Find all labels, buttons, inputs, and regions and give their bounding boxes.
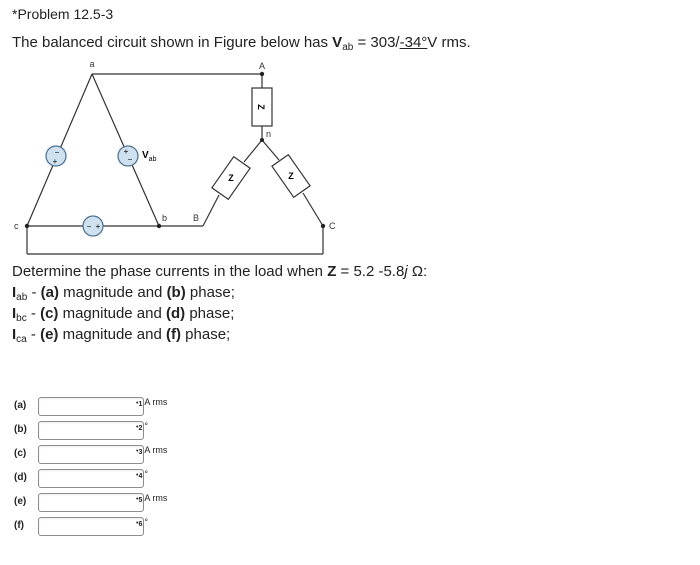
node-A-dot bbox=[260, 72, 264, 76]
intro-z: Z bbox=[327, 263, 337, 280]
wire-n-leftZ bbox=[244, 140, 262, 162]
part-label: (f) bbox=[166, 326, 181, 343]
node-C-label: C bbox=[329, 221, 336, 231]
answer-e-input[interactable] bbox=[38, 493, 144, 512]
answer-b-input[interactable] bbox=[38, 421, 144, 440]
dash: - bbox=[26, 326, 41, 343]
answer-index: 2 bbox=[138, 425, 143, 432]
node-B-label: B bbox=[193, 213, 200, 223]
dash: - bbox=[26, 305, 41, 322]
answer-label: (a) bbox=[14, 400, 27, 411]
answer-unit: •2 ° bbox=[136, 421, 148, 432]
impedance-top bbox=[252, 88, 272, 126]
answer-unit: •3 A rms bbox=[136, 445, 168, 456]
intro-value: = 5.2 -5.8 bbox=[336, 263, 405, 280]
answer-label: (e) bbox=[14, 496, 27, 507]
source-bc-plus: + bbox=[95, 222, 101, 231]
source-ca-plus: + bbox=[52, 157, 58, 166]
node-n-dot bbox=[260, 138, 264, 142]
source-ab-plus: + bbox=[123, 147, 129, 156]
impedance-right bbox=[272, 155, 310, 198]
current-symbol: I bbox=[12, 284, 17, 301]
statement-prefix: The balanced circuit shown in Figure below has bbox=[12, 34, 333, 51]
impedance-top-label: Z bbox=[256, 104, 266, 110]
node-b-label: b bbox=[162, 213, 168, 223]
answer-a-input[interactable] bbox=[38, 397, 144, 416]
question-intro bbox=[12, 263, 427, 280]
node-b-dot bbox=[157, 224, 161, 228]
node-a-label: a bbox=[89, 59, 95, 69]
answer-unit: •1 A rms bbox=[136, 397, 168, 408]
current-subscript: ca bbox=[16, 334, 27, 345]
part-label: (c) bbox=[40, 305, 59, 322]
answer-index: 3 bbox=[138, 449, 143, 456]
answer-row-d bbox=[12, 469, 312, 489]
dash: - bbox=[27, 284, 41, 301]
statement-suffix: V rms. bbox=[427, 34, 471, 51]
impedance-right-label: Z bbox=[288, 171, 294, 181]
answer-row-e bbox=[12, 493, 312, 513]
source-ca bbox=[46, 146, 66, 166]
part-label: (b) bbox=[166, 284, 186, 301]
source-ab bbox=[118, 146, 138, 166]
source-bc bbox=[83, 216, 103, 236]
unit-text: ° bbox=[144, 469, 148, 479]
answer-label: (b) bbox=[14, 424, 27, 435]
intro-j: j bbox=[404, 263, 408, 280]
voltage-subscript: ab bbox=[342, 42, 354, 53]
current-subscript: ab bbox=[16, 292, 28, 303]
end-text: phase; bbox=[185, 284, 235, 301]
question-line-ca bbox=[12, 326, 230, 345]
answer-label: (d) bbox=[14, 472, 27, 483]
part-label: (a) bbox=[40, 284, 59, 301]
impedance-left-label: Z bbox=[228, 173, 234, 183]
intro-prefix: Determine the phase currents in the load when bbox=[12, 263, 328, 280]
answer-row-b bbox=[12, 421, 312, 441]
unit-text: ° bbox=[144, 517, 148, 527]
answer-label: (c) bbox=[14, 448, 27, 459]
answer-f-input[interactable] bbox=[38, 517, 144, 536]
answer-unit: •6 ° bbox=[136, 517, 148, 528]
question-line-ab bbox=[12, 284, 235, 303]
node-c-label: c bbox=[14, 221, 19, 231]
node-dots bbox=[25, 72, 325, 228]
answer-unit: •4 ° bbox=[136, 469, 148, 480]
vab-label bbox=[142, 150, 157, 163]
unit-text: A rms bbox=[144, 445, 168, 455]
answer-row-c bbox=[12, 445, 312, 465]
current-symbol: I bbox=[12, 326, 17, 343]
source-ca-minus: − bbox=[54, 148, 60, 157]
statement-equals: = 303/ bbox=[353, 34, 400, 51]
voltage-symbol: V bbox=[332, 34, 343, 51]
node-n-label: n bbox=[266, 129, 272, 139]
answer-index: 6 bbox=[138, 521, 143, 528]
unit-text: A rms bbox=[144, 397, 168, 407]
answer-unit: •5 A rms bbox=[136, 493, 168, 504]
unit-text: A rms bbox=[144, 493, 168, 503]
mid-text: magnitude and bbox=[58, 305, 166, 322]
node-c-dot bbox=[25, 224, 29, 228]
wire-n-rightZ bbox=[262, 140, 279, 160]
source-ab-minus: − bbox=[127, 155, 133, 164]
current-symbol: I bbox=[12, 305, 17, 322]
wire-leftZ-B bbox=[203, 195, 219, 226]
answer-d-input[interactable] bbox=[38, 469, 144, 488]
node-A-label: A bbox=[258, 61, 266, 71]
vab-subscript: ab bbox=[148, 156, 157, 163]
mid-text: magnitude and bbox=[58, 284, 167, 301]
source-bc-minus: − bbox=[86, 222, 92, 231]
answer-index: 5 bbox=[138, 497, 143, 504]
end-text: phase; bbox=[185, 305, 235, 322]
end-text: phase; bbox=[181, 326, 231, 343]
node-C-dot bbox=[321, 224, 325, 228]
question-line-bc bbox=[12, 305, 234, 324]
intro-ohm: Ω: bbox=[407, 263, 428, 280]
circuit-diagram bbox=[0, 56, 700, 261]
answer-row-a bbox=[12, 397, 312, 417]
answer-row-f bbox=[12, 517, 312, 537]
impedance-left bbox=[212, 157, 250, 200]
answer-index: 4 bbox=[138, 473, 143, 480]
vab-letter: V bbox=[142, 150, 149, 161]
unit-text: ° bbox=[144, 421, 148, 431]
answer-c-input[interactable] bbox=[38, 445, 144, 464]
current-subscript: bc bbox=[16, 313, 27, 324]
problem-statement bbox=[12, 34, 471, 53]
part-label: (e) bbox=[40, 326, 59, 343]
part-label: (d) bbox=[166, 305, 186, 322]
answer-label: (f) bbox=[14, 520, 24, 531]
mid-text: magnitude and bbox=[58, 326, 166, 343]
voltage-angle: -34° bbox=[399, 34, 428, 51]
answer-index: 1 bbox=[138, 401, 143, 408]
wire-rightZ-C bbox=[303, 193, 323, 226]
problem-title: *Problem 12.5-3 bbox=[12, 6, 114, 22]
